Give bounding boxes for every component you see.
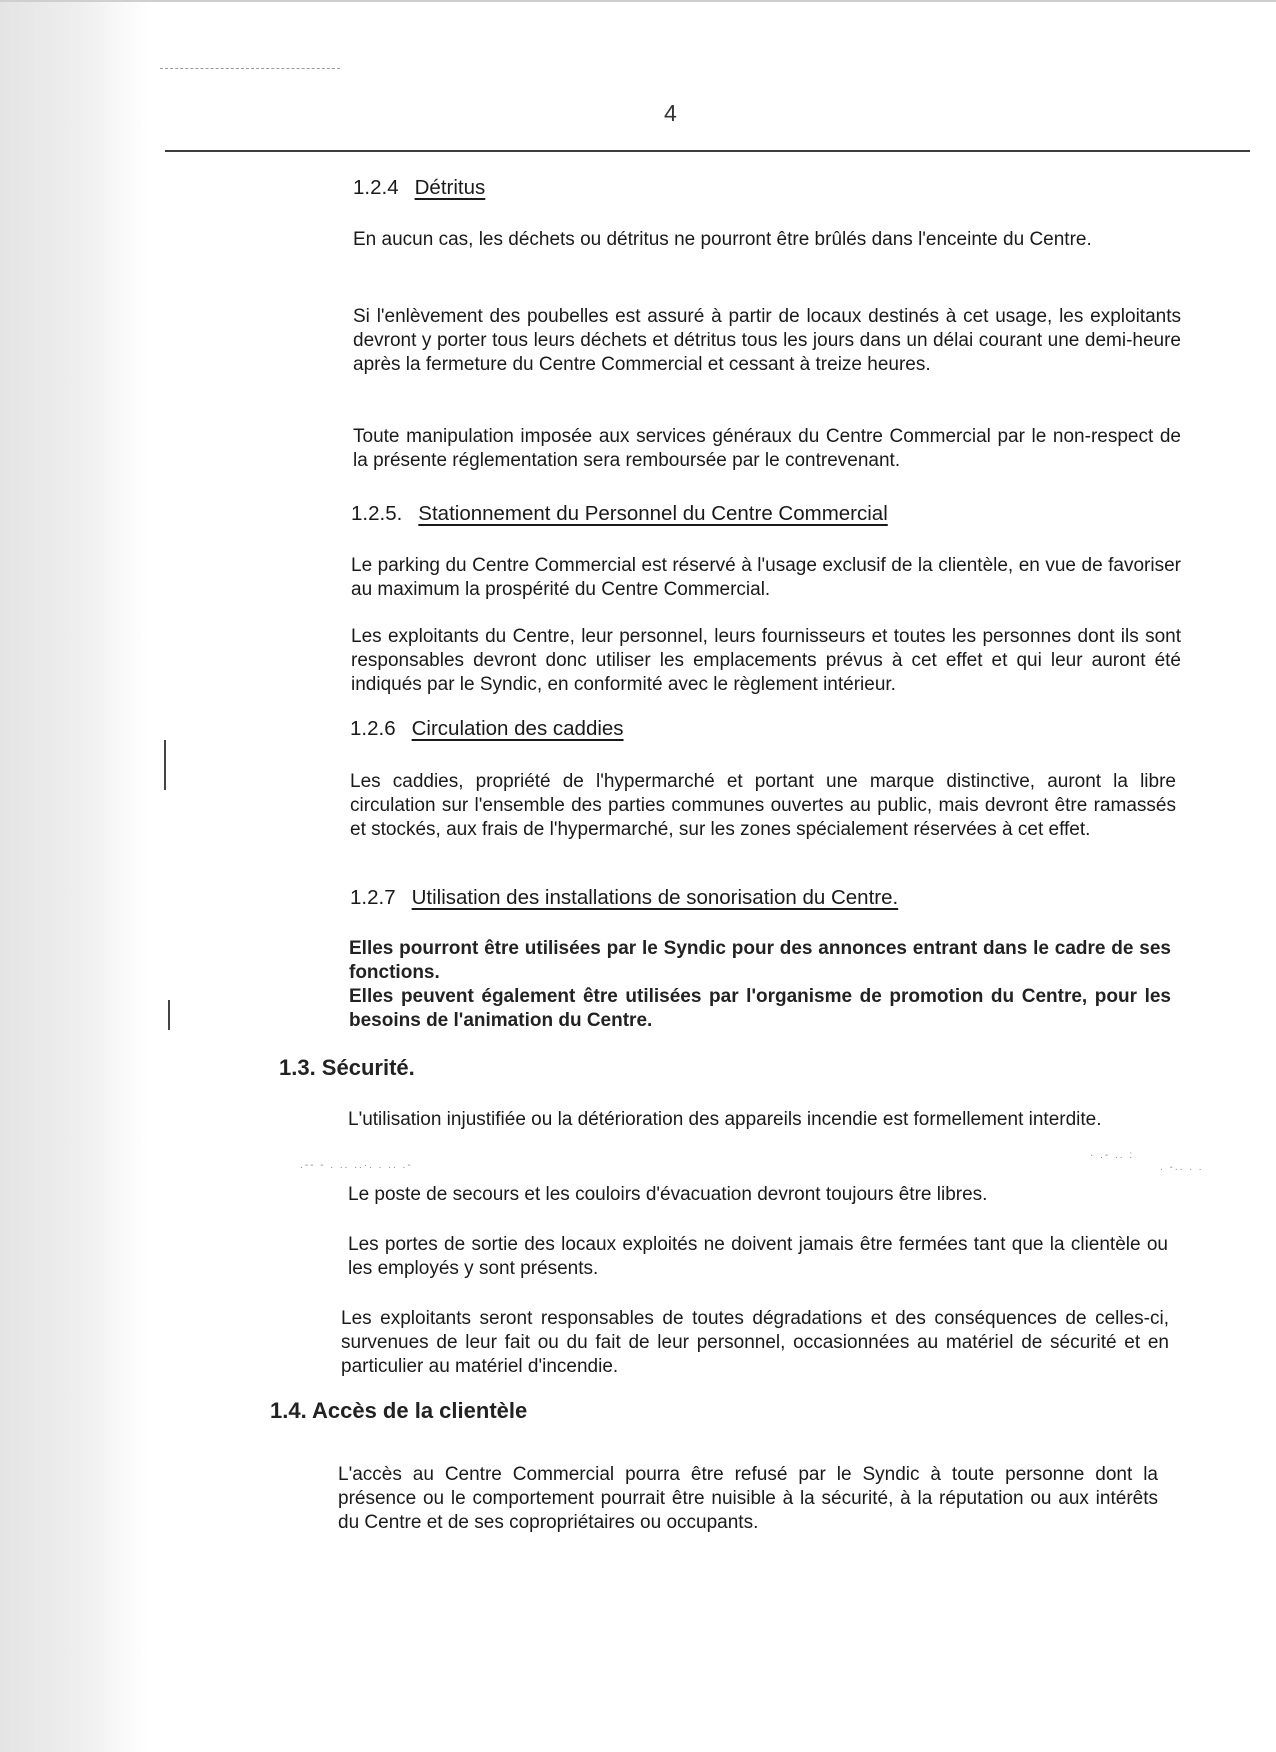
scan-edge-top (0, 0, 1276, 2)
scan-noise: .-- - . .. ..·. . .. .- (300, 1160, 413, 1171)
section-heading-1-2-5 (351, 502, 888, 526)
scan-noise: . -.. . . (1160, 1162, 1204, 1173)
section-number: 1.2.6 (350, 717, 396, 740)
paragraph: Le poste de secours et les couloirs d'évacuation devront toujours être libres. (348, 1184, 988, 1205)
paragraph: Les caddies, propriété de l'hypermarché et portant une marque distinctive, auront la libre circulation sur l'ensemble des parties communes ouvertes au public, mais devront être ramassés et stockés, aux frais de l'hypermarché, sur les zones spécialement réservées à cet effet. (350, 771, 1176, 840)
paragraph: Les portes de sortie des locaux exploités ne doivent jamais être fermées tant que la clientèle ou les employés y sont présents. (348, 1234, 1168, 1279)
paragraph: L'utilisation injustifiée ou la détérioration des appareils incendie est formellement interdite. (348, 1109, 1102, 1130)
section-heading-1-3: 1.3. Sécurité. (279, 1055, 415, 1080)
section-heading-1-4: 1.4. Accès de la clientèle (270, 1398, 528, 1423)
scan-shadow-left (0, 0, 150, 1752)
paragraph: Si l'enlèvement des poubelles est assuré à partir de locaux destinés à cet usage, les exploitants devront y porter tous leurs déchets et détritus tous les jours dans un délai courant une demi-heure après la fermeture du Centre Commercial et cessant à treize heures. (353, 306, 1181, 375)
paragraph: Le parking du Centre Commercial est réservé à l'usage exclusif de la clientèle, en vue de favoriser au maximum la prospérité du Centre Commercial. (351, 555, 1181, 600)
section-number: 1.2.5. (351, 502, 403, 525)
section-title: Circulation des caddies (411, 717, 624, 740)
section-heading-1-2-6 (350, 717, 624, 741)
paragraph: Toute manipulation imposée aux services généraux du Centre Commercial par le non-respect de la présente réglementation sera remboursée par le contrevenant. (353, 426, 1181, 471)
paragraph: L'accès au Centre Commercial pourra être refusé par le Syndic à toute personne dont la présence ou le comportement pourrait être nuisible à la sécurité, à la réputation ou aux intérêts du Centre et de ses copropriétaires ou occupants. (338, 1464, 1158, 1533)
scan-margin-mark (164, 740, 166, 790)
paragraph: Elles pourront être utilisées par le Syndic pour des annonces entrant dans le cadre de ses fonctions. (349, 938, 1171, 983)
scan-margin-mark (168, 1000, 170, 1030)
paragraph: Elles peuvent également être utilisées par l'organisme de promotion du Centre, pour les besoins de l'animation du Centre. (349, 986, 1171, 1031)
section-heading-1-2-7 (350, 886, 898, 910)
section-title: Stationnement du Personnel du Centre Commercial (418, 502, 888, 525)
paragraph: Les exploitants seront responsables de toutes dégradations et des conséquences de celles-ci, survenues de leur fait ou du fait de leur personnel, occasionnées au matériel de sécurité et en particulier au matériel d'incendie. (341, 1308, 1169, 1377)
scan-noise: · .- .. : (1090, 1150, 1135, 1161)
section-number: 1.2.7 (350, 886, 396, 909)
section-title: Détritus (414, 176, 486, 199)
section-number: 1.2.4 (353, 176, 399, 199)
paragraph: En aucun cas, les déchets ou détritus ne pourront être brûlés dans l'enceinte du Centre. (353, 229, 1092, 250)
header-rule (165, 150, 1250, 152)
page-number: 4 (664, 100, 677, 126)
paragraph: Les exploitants du Centre, leur personnel, leurs fournisseurs et toutes les personnes dont ils sont responsables devront donc utiliser les emplacements prévus à cet effet et qui leur auront été indiqués par le Syndic, en conformité avec le règlement intérieur. (351, 626, 1181, 695)
header-dashes (160, 68, 340, 69)
section-heading-1-2-4 (353, 176, 485, 200)
section-title: Utilisation des installations de sonorisation du Centre. (411, 886, 899, 909)
